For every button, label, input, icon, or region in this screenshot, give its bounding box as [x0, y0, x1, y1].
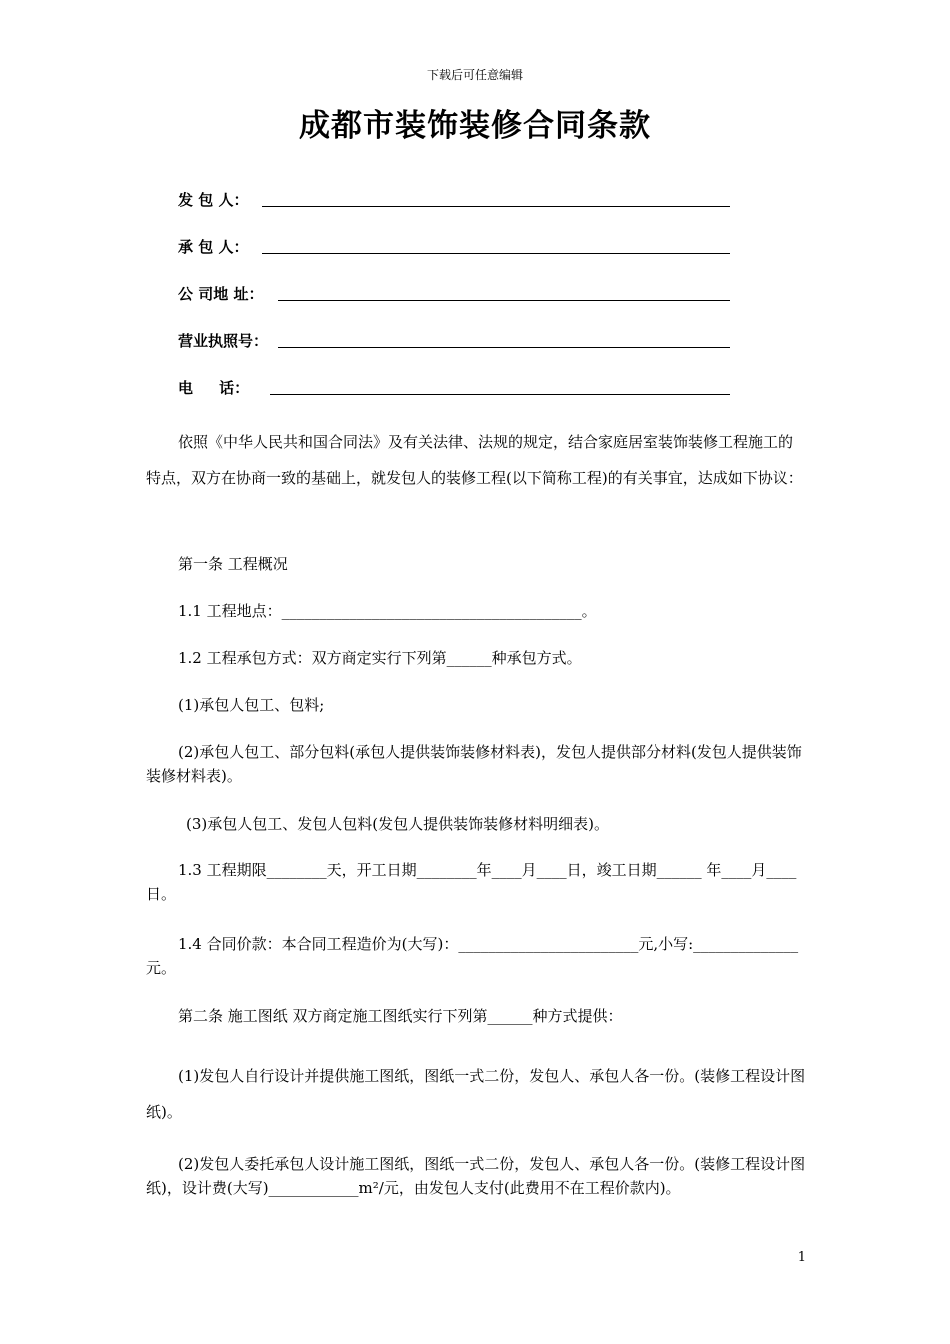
license-no-blank-line[interactable] [278, 347, 730, 348]
article2-option-2: (2)发包人委托承包人设计施工图纸，图纸一式二份，发包人、承包人各一份。(装修工程设计图纸)，设计费(大写)____________m²/元，由发包人支付(此费用不在工程价款内)。 [146, 1155, 806, 1197]
employer-blank-line[interactable] [262, 206, 730, 207]
page-number: 1 [797, 1250, 806, 1265]
clause-1-2-option-3: (3)承包人包工、发包人包料(发包人提供装饰装修材料明细表)。 [186, 815, 609, 833]
intro-paragraph: 依照《中华人民共和国合同法》及有关法律、法规的规定，结合家庭居室装饰装修工程施工的特点，双方在协商一致的基础上，就发包人的装修工程(以下简称工程)的有关事宜，达成如下协议： [146, 433, 803, 487]
article1-heading: 第一条 工程概况 [178, 555, 288, 573]
article2-option-1: (1)发包人自行设计并提供施工图纸，图纸一式二份，发包人、承包人各一份。(装修工程设计图纸)。 [146, 1067, 806, 1121]
license-no-label: 营业执照号： [178, 332, 269, 350]
employer-label: 发 包 人： [178, 191, 249, 209]
clause-1-1: 1.1 工程地点：________________________________________。 [178, 602, 597, 620]
clause-1-2: 1.2 工程承包方式：双方商定实行下列第______种承包方式。 [178, 649, 582, 667]
clause-1-2-option-1: (1)承包人包工、包料; [178, 696, 325, 714]
header-note: 下载后可任意编辑 [426, 68, 523, 82]
company-address-label: 公 司地 址： [178, 285, 264, 303]
clause-1-3: 1.3 工程期限________天，开工日期________年____月____日，竣工日期______ 年____月____日。 [146, 861, 797, 903]
clause-1-4: 1.4 合同价款：本合同工程造价为(大写)：________________________元,小写:______________元。 [146, 935, 799, 977]
phone-label: 电 话： [178, 379, 250, 397]
contractor-blank-line[interactable] [262, 253, 730, 254]
phone-blank-line[interactable] [270, 394, 730, 395]
article2-heading: 第二条 施工图纸 双方商定施工图纸实行下列第______种方式提供： [178, 1007, 623, 1025]
company-address-blank-line[interactable] [278, 300, 730, 301]
document-title: 成都市装饰装修合同条款 [299, 108, 651, 144]
contractor-label: 承 包 人： [178, 238, 249, 256]
clause-1-2-option-2: (2)承包人包工、部分包料(承包人提供装饰装修材料表)，发包人提供部分材料(发包人提供装饰装修材料表)。 [146, 743, 802, 785]
